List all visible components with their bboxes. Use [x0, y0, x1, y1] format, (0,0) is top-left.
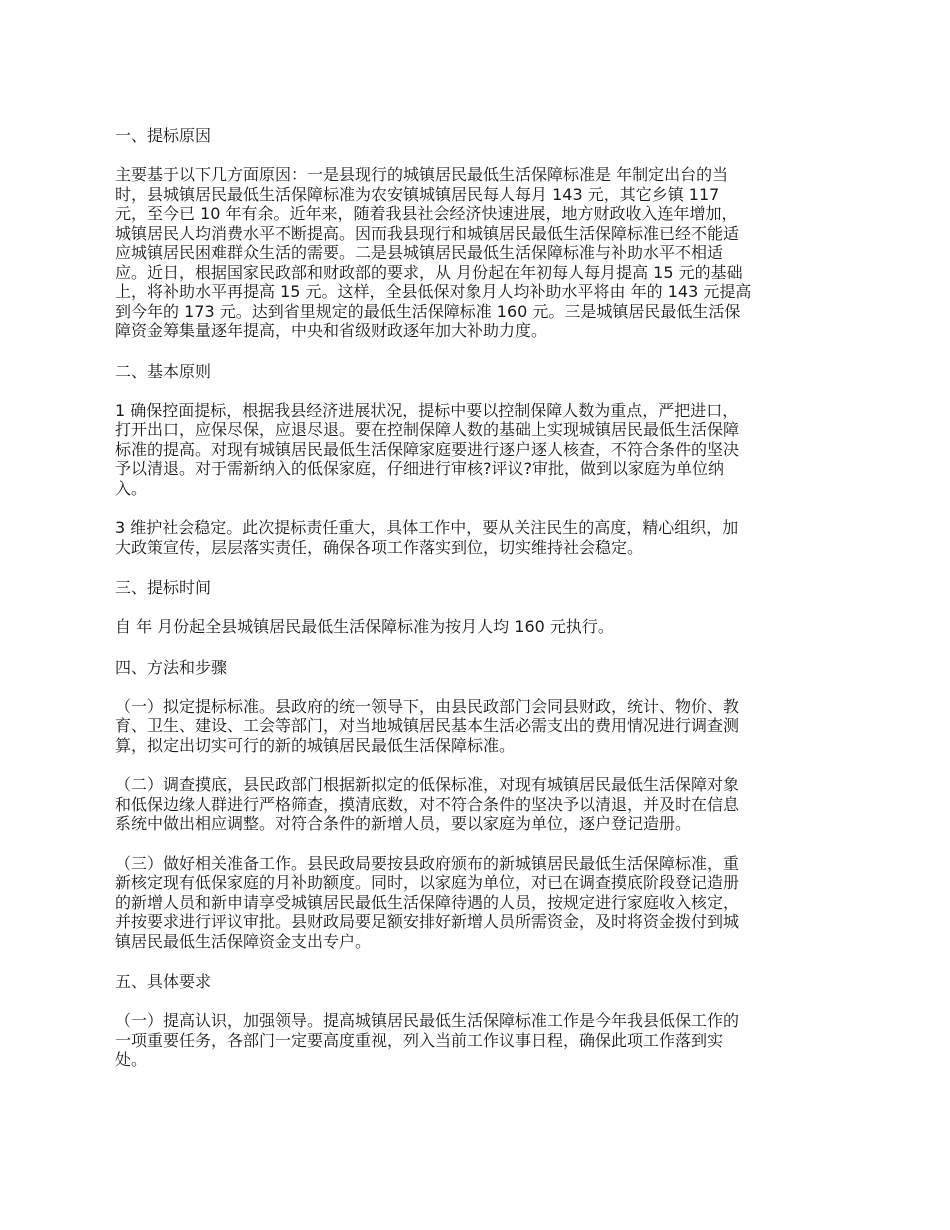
section-heading: 一、提标原因	[115, 126, 212, 145]
text-line: 城镇居民人均消费水平不断提高。因而我县现行和城镇居民最低生活保障标准已经不能适	[115, 223, 740, 243]
document-body	[115, 125, 839, 1090]
text-line: 镇居民最低生活保障资金支出专户。	[115, 931, 372, 951]
paragraph	[115, 165, 839, 341]
text-line: 1 确保控面提标，根据我县经济进展状况，提标中要以控制保障人数为重点，严把进口，	[115, 400, 739, 420]
paragraph	[115, 854, 839, 952]
text-line: 应。近日，根据国家民政部和财政部的要求，从 月份起在年初每人每月提高 15 元的基础	[115, 262, 743, 282]
paragraph	[115, 1011, 839, 1070]
text-line: 和低保边缘人群进行严格筛查，摸清底数，对不符合条件的坚决予以清退，并及时在信息	[115, 794, 740, 814]
section-heading: 二、基本原则	[115, 361, 212, 381]
paragraph	[115, 518, 839, 557]
text-line: （二）调查摸底，县民政部门根据新拟定的低保标准，对现有城镇居民最低生活保障对象	[115, 775, 740, 794]
text-line: 标准的提高。对现有城镇居民最低生活保障家庭要进行逐户逐人核查，不符合条件的坚决	[115, 439, 740, 459]
paragraph	[115, 617, 839, 637]
section-heading: 五、具体要求	[115, 972, 212, 991]
text-line: 打开出口，应保尽保，应退尽退。要在控制保障人数的基础上实现城镇居民最低生活保障	[115, 420, 740, 439]
text-line: 主要基于以下几方面原因：一是县现行的城镇居民最低生活保障标准是 年制定出台的当	[115, 165, 729, 184]
text-line: 应城镇居民困难群众生活的需要。二是县城镇居民最低生活保障标准与补助水平不相适	[115, 243, 724, 262]
paragraph	[115, 401, 839, 499]
text-line: 时，县城镇居民最低生活保障标准为农安镇城镇居民每人每月 143 元，其它乡镇 117	[115, 184, 720, 204]
text-line: 入。	[115, 478, 148, 498]
text-line: 上，将补助水平再提高 15 元。这样，全县低保对象月人均补助水平将由 年的 143 元提高	[115, 282, 752, 301]
text-line: 算，拟定出切实可行的新的城镇居民最低生活保障标准。	[115, 735, 516, 755]
paragraph	[115, 697, 839, 756]
text-line: 处。	[115, 1050, 148, 1069]
text-line: （一）拟定提标标准。县政府的统一领导下，由县民政部门会同县财政，统计、物价、教	[115, 696, 740, 716]
text-line: 并按要求进行评议审批。县财政局要足额安排好新增人员所需资金，及时将资金拨付到城	[115, 912, 740, 931]
text-line: 自 年 月份起全县城镇居民最低生活保障标准为按月人均 160 元执行。	[115, 617, 614, 636]
text-line: 大政策宣传，层层落实责任，确保各项工作落实到位，切实维持社会稳定。	[115, 537, 644, 557]
text-line: 障资金筹集量逐年提高，中央和省级财政逐年加大补助力度。	[115, 321, 548, 340]
section-heading: 三、提标时间	[115, 578, 212, 597]
text-line: 系统中做出相应调整。对符合条件的新增人员，要以家庭为单位，逐户登记造册。	[115, 814, 692, 833]
text-line: 到今年的 173 元。达到省里规定的最低生活保障标准 160 元。三是城镇居民最低生活保	[115, 301, 741, 321]
text-line: 3 维护社会稳定。此次提标责任重大，具体工作中，要从关注民生的高度，精心组织，加	[115, 518, 739, 537]
section-heading: 四、方法和步骤	[115, 657, 228, 677]
text-line: 予以清退。对于需新纳入的低保家庭，仔细进行审核?评议?审批，做到以家庭为单位纳	[115, 459, 724, 478]
paragraph	[115, 775, 839, 834]
text-line: （一）提高认识，加强领导。提高城镇居民最低生活保障标准工作是今年我县低保工作的	[115, 1011, 740, 1030]
text-line: 育、卫生、建设、工会等部门，对当地城镇居民基本生活必需支出的费用情况进行调查测	[115, 716, 740, 735]
text-line: 元，至今已 10 年有余。近年来，随着我县社会经济快速进展，地方财政收入连年增加，	[115, 204, 738, 223]
text-line: 新核定现有低保家庭的月补助额度。同时，以家庭为单位，对已在调查摸底阶段登记造册	[115, 873, 740, 892]
text-line: （三）做好相关准备工作。县民政局要按县政府颁布的新城镇居民最低生活保障标准，重	[115, 853, 740, 873]
text-line: 的新增人员和新申请享受城镇居民最低生活保障待遇的人员，按规定进行家庭收入核定，	[115, 892, 740, 912]
text-line: 一项重要任务，各部门一定要高度重视，列入当前工作议事日程，确保此项工作落到实	[115, 1030, 724, 1050]
